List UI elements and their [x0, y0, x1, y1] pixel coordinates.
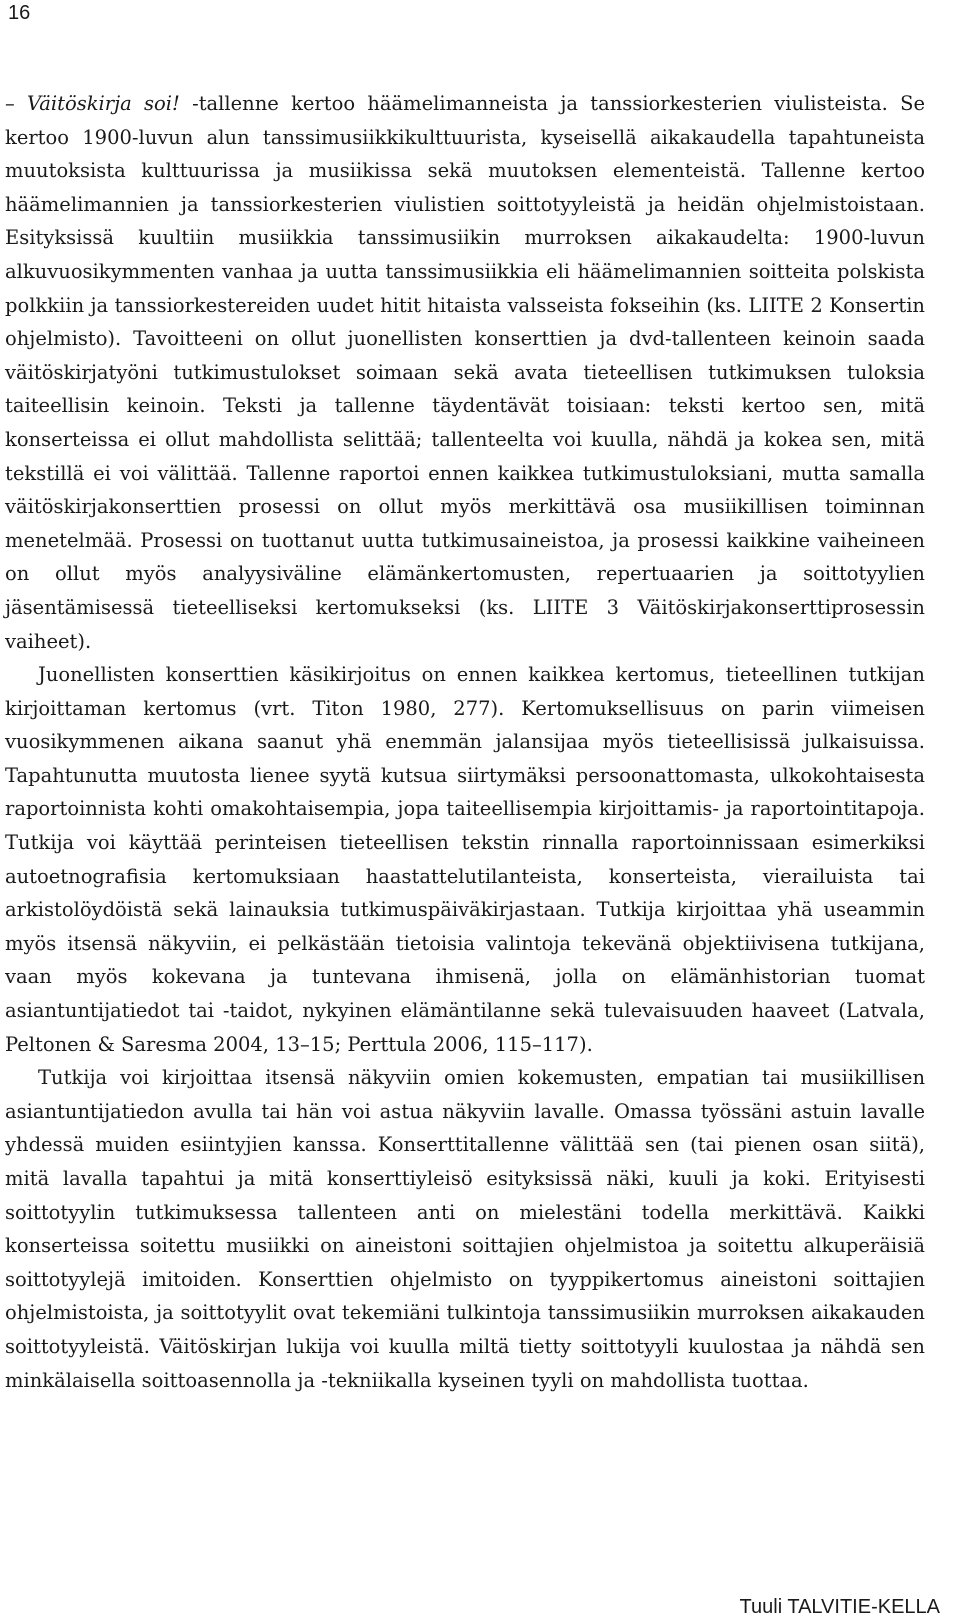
- paragraph-1: [5, 87, 925, 658]
- paragraph-2: Juonellisten konserttien käsikirjoitus on ennen kaikkea kertomus, tieteellinen tutkijan kirjoittaman kertomus (vrt. Titon 1980, 277). Kertomuksellisuus on parin viimeisen vuosikymmenen aikana saanut yhä enemmän jalansijaa myös tieteellisissä julkaisuissa. Tapahtunutta muutosta lienee syytä kutsua siirtymäksi persoonattomasta, ulkokohtaisesta raportoinnista kohti omakohtaisempia, jopa taiteellisempia kirjoittamis- ja raportointitapoja. Tutkija voi käyttää perinteisen tieteellisen tekstin rinnalla raportoinnissaan esimerkiksi autoetnografisia kertomuksiaan haastattelutilanteista, konserteista, vierailuista tai arkistolöydöistä sekä lainauksia tutkimuspäiväkirjastaan. Tutkija kirjoittaa yhä useammin myös itsensä näkyviin, ei pelkästään tietoisia valintoja tekevänä objektiivisena tutkijana, vaan myös kokevana ja tuntevana ihmisenä, jolla on elämänhistorian tuomat asiantuntijatiedot tai -taidot, nykyinen elämäntilanne sekä tulevaisuuden haaveet (Latvala, Peltonen & Saresma 2004, 13–15; Perttula 2006, 115–117).: [5, 663, 925, 1056]
- dvd-title: Väitöskirja soi!: [27, 92, 180, 115]
- page-number: 16: [8, 2, 31, 24]
- paragraph-1-text: -tallenne kertoo häämelimanneista ja tanssiorkesterien viulisteista. Se kertoo 1900-luvun alun tanssimusiikkikulttuurista, kyseisellä aikakaudella tapahtuneista muutoksista kulttuurissa ja musiikissa sekä muutoksen elementeistä. Tallenne kertoo häämelimannien ja tanssiorkesterien viulistien soittotyyleistä ja heidän ohjelmistoistaan. Esityksissä kuultiin musiikkia tanssimusiikin murroksen aikakaudelta: 1900-luvun alkuvuosikymmenten vanhaa ja uutta tanssimusiikkia eli häämelimannien soitteita polskista polkkiin ja tanssiorkestereiden uudet hitit hitaista valsseista fokseihin (ks. LIITE 2 Konsertin ohjelmisto). Tavoitteeni on ollut juonellisten konserttien ja dvd-tallenteen keinoin saada väitöskirjatyöni tutkimustulokset soimaan sekä avata tieteellisen tutkimuksen tuloksia taiteellisin keinoin. Teksti ja tallenne täydentävät toisiaan: teksti kertoo sen, mitä konserteissa ei ollut mahdollista selittää; tallenteelta voi kuulla, nähdä ja kokea sen, mitä tekstillä ei voi välittää. Tallenne raportoi ennen kaikkea tutkimustuloksiani, mutta samalla väitöskirjakonserttien prosessi on ollut myös merkittävä osa musiikillisen toiminnan menetelmää. Prosessi on tuottanut uutta tutkimusaineistoa, ja prosessi kaikkine vaiheineen on ollut myös analyysiväline elämänkertomusten, repertuaarien ja soittotyylien jäsentämisessä tieteelliseksi kertomukseksi (ks. LIITE 3 Väitöskirjakonserttiprosessin vaiheet).: [5, 92, 925, 653]
- paragraph-1-dash: –: [5, 92, 27, 115]
- footer-author: Tuuli TALVITIE-KELLA: [739, 1596, 940, 1618]
- body-text: [5, 87, 925, 1397]
- paragraph-3: Tutkija voi kirjoittaa itsensä näkyviin omien kokemusten, empatian tai musiikillisen asiantuntijatiedon avulla tai hän voi astua näkyviin lavalle. Omassa työssäni astuin lavalle yhdessä muiden esiintyjien kanssa. Konserttitallenne välittää sen (tai pienen osan siitä), mitä lavalla tapahtui ja mitä konserttiyleisö esityksissä näki, kuuli ja koki. Erityisesti soittotyylin tutkimuksessa tallenteen anti on mielestäni todella merkittävä. Kaikki konserteissa soitettu musiikki on aineistoni soittajien ohjelmistoa ja soitettu alkuperäisiä soittotyylejä imitoiden. Konserttien ohjelmisto on tyyppikertomus aineistoni soittajien ohjelmistoista, ja soittotyylit ovat tekemiäni tulkintoja tanssimusiikin murroksen aikakauden soittotyyleistä. Väitöskirjan lukija voi kuulla miltä tietty soittotyyli kuulostaa ja nähdä sen minkälaisella soittoasennolla ja -tekniikalla kyseinen tyyli on mahdollista tuottaa.: [5, 1066, 925, 1392]
